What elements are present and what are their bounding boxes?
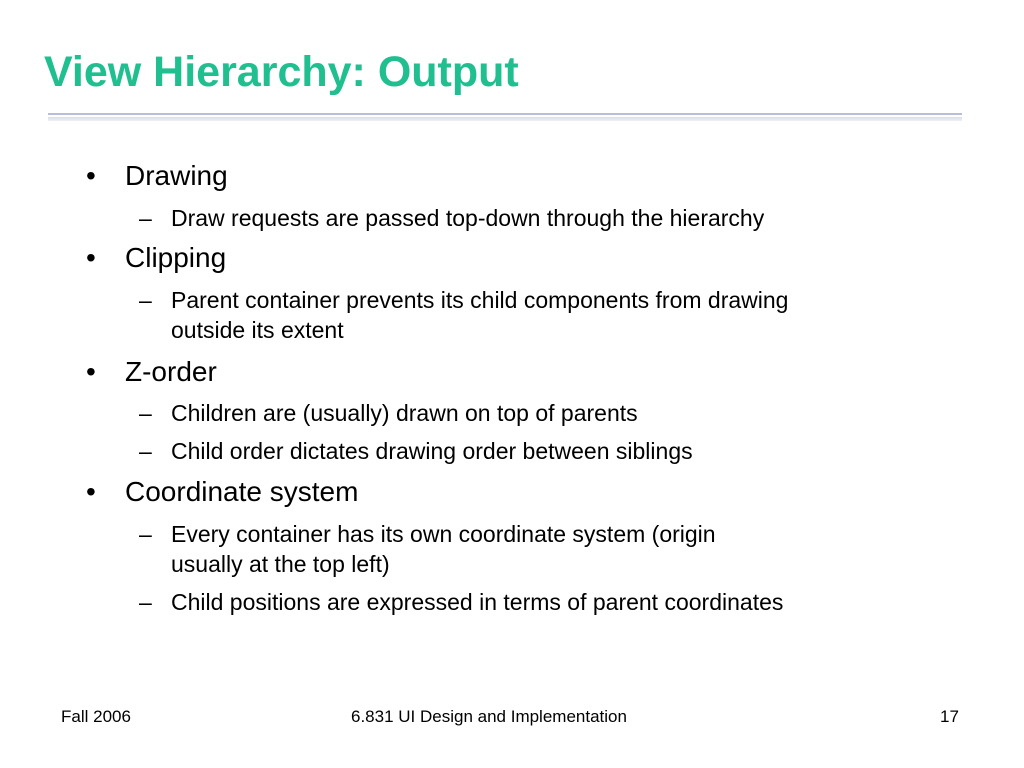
bullet-marker: • — [86, 160, 96, 191]
sub-bullet-text: Child positions are expressed in terms of parent coordinates — [171, 589, 784, 615]
footer-course: 6.831 UI Design and Implementation — [351, 707, 627, 726]
sub-bullet-marker: – — [139, 205, 152, 231]
bullet-label: Coordinate system — [125, 476, 359, 507]
footer-term: Fall 2006 — [61, 707, 131, 726]
bullet-marker: • — [86, 356, 96, 387]
sub-bullet-marker: – — [139, 400, 152, 426]
sub-bullet-text: Draw requests are passed top-down through the hierarchy — [171, 205, 765, 231]
bullet-marker: • — [86, 242, 96, 273]
sub-bullet-text: Child order dictates drawing order between siblings — [171, 438, 693, 464]
sub-bullet-marker: – — [139, 521, 152, 547]
bullet-label: Clipping — [125, 242, 227, 273]
slide-title: View Hierarchy: Output — [44, 48, 519, 96]
sub-bullet-text: Children are (usually) drawn on top of parents — [171, 400, 638, 426]
sub-bullet-text: Every container has its own coordinate system (origin — [171, 521, 716, 547]
sub-bullet-text: usually at the top left) — [171, 551, 390, 577]
sub-bullet-marker: – — [139, 589, 152, 615]
sub-bullet-marker: – — [139, 438, 152, 464]
bullet-label: Z-order — [125, 356, 217, 387]
footer-page-number: 17 — [940, 707, 959, 726]
bullet-label: Drawing — [125, 160, 228, 191]
sub-bullet-text: outside its extent — [171, 317, 344, 343]
sub-bullet-text: Parent container prevents its child components from drawing — [171, 287, 789, 313]
bullet-marker: • — [86, 476, 96, 507]
sub-bullet-marker: – — [139, 287, 152, 313]
